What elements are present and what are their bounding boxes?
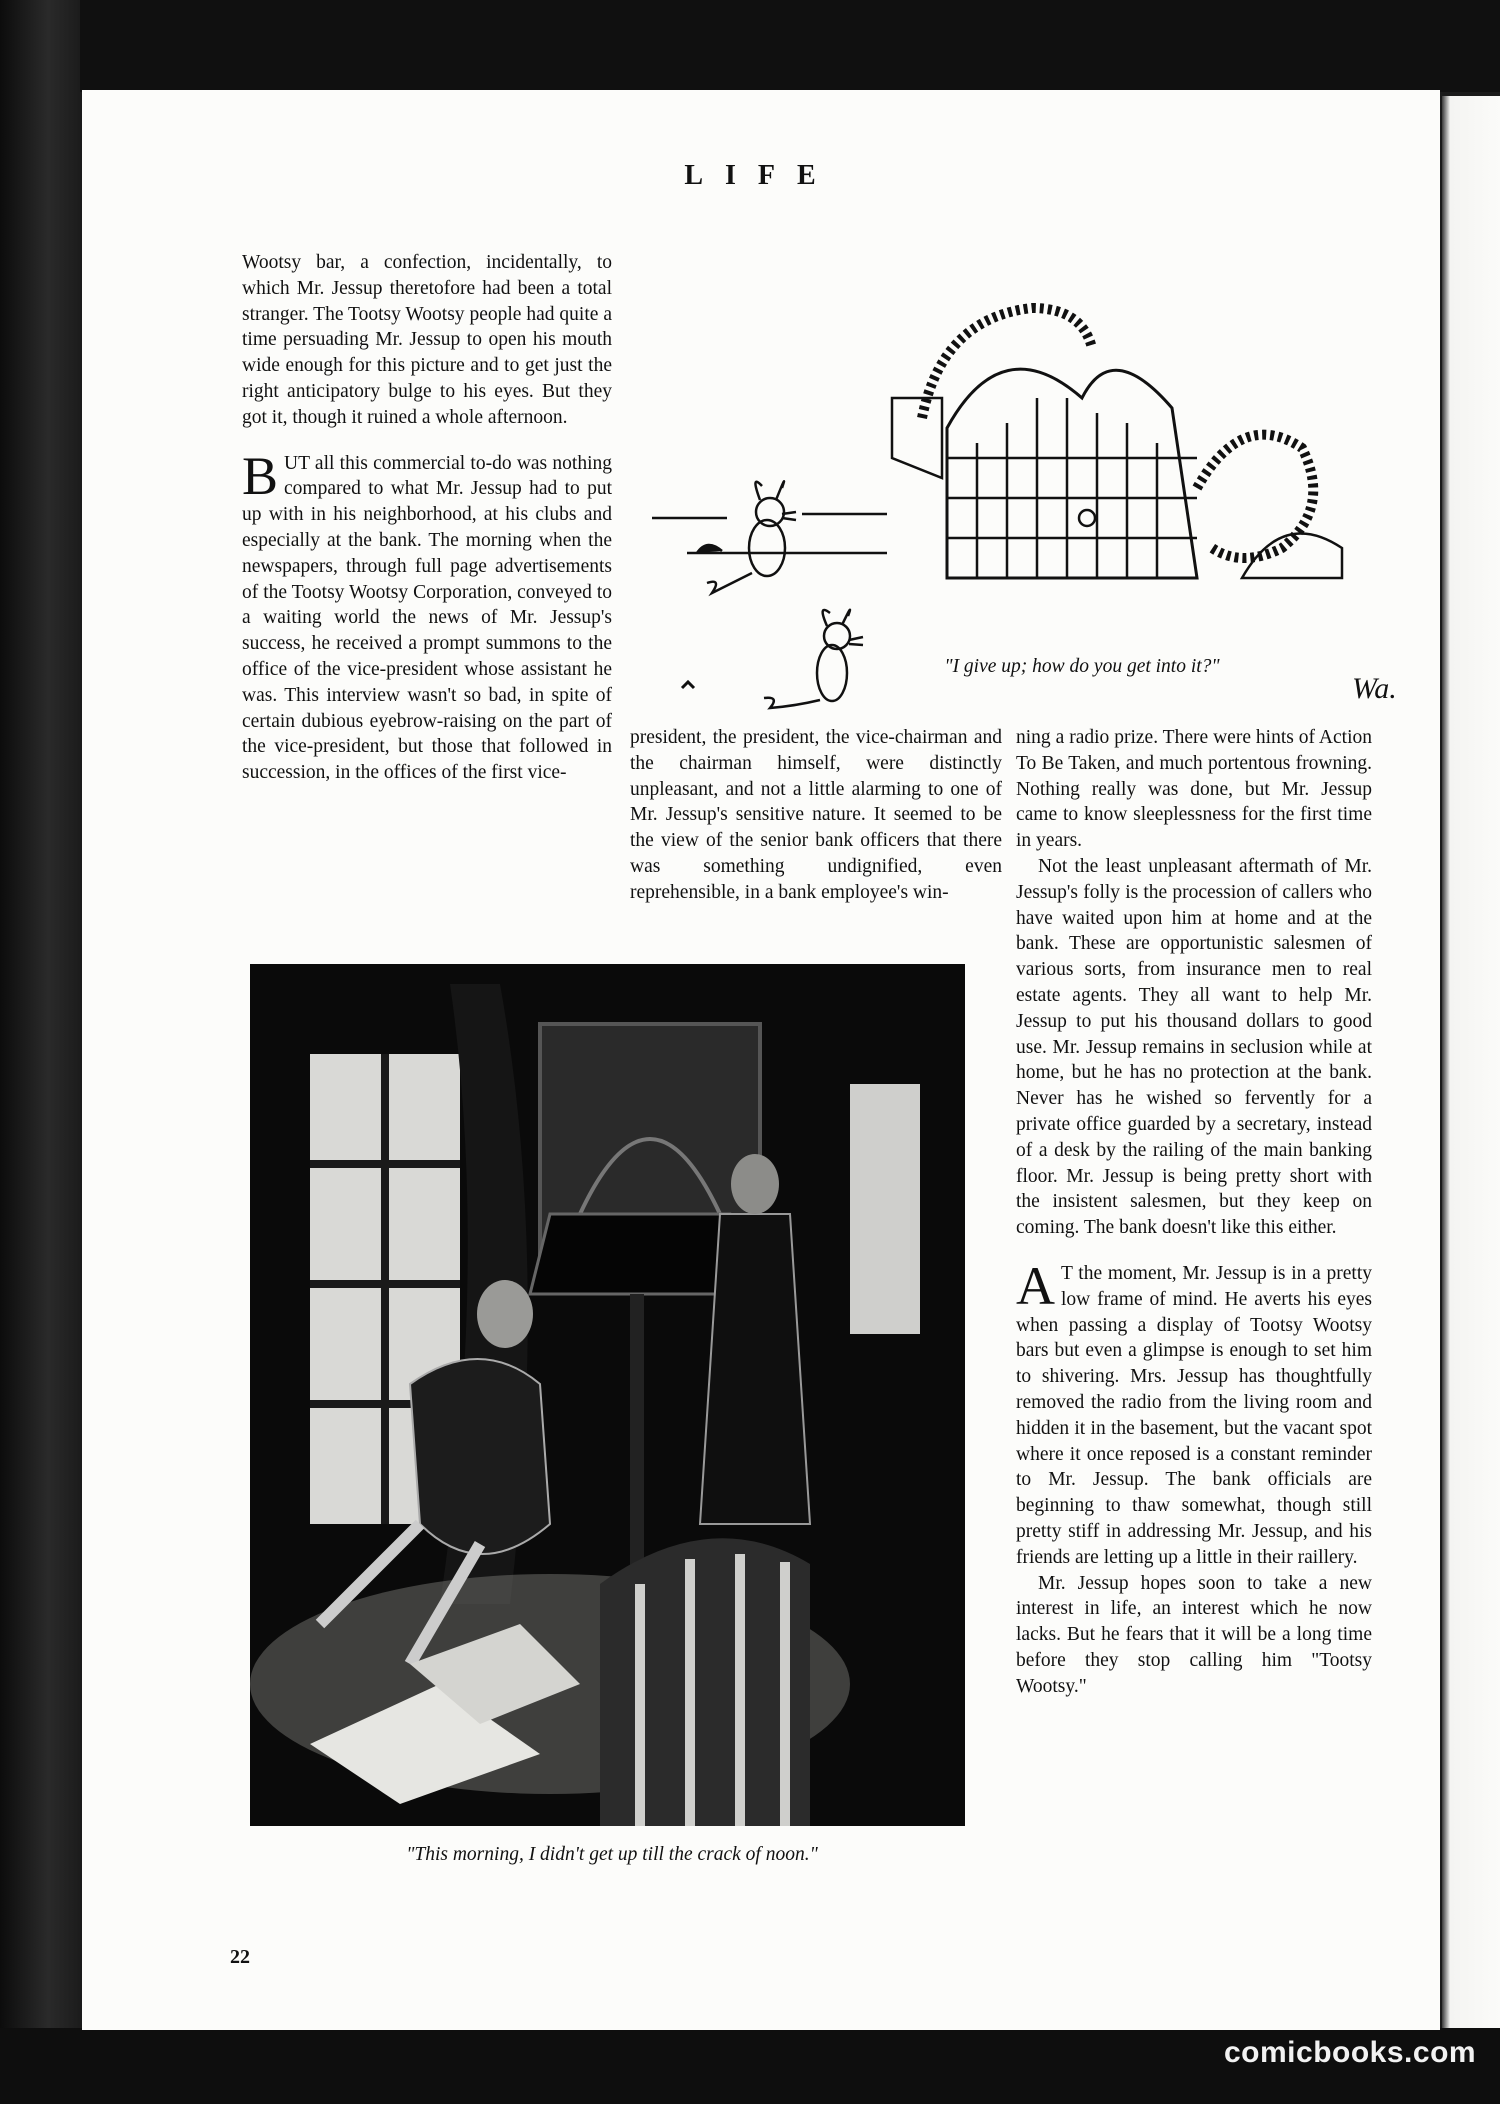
striped-armchair [600, 1538, 810, 1826]
left-column-top [242, 250, 612, 786]
paragraph-text: T the moment, Mr. Jessup is in a pretty low frame of mind. He averts his eyes when passing a display of Tootsy Wootsy bars but even a glimpse is enough to set him to shivering. Mrs. Jessup has thoughtfully removed the radio from the living room and hidden it in the basement, but the vacant spot where it once reposed is a constant reminder to Mr. Jessup. The bank officials are beginning to thaw somewhat, though still pretty stiff in addressing Mr. Jessup, and his friends are letting up a little in their raillery. [1016, 1262, 1372, 1568]
scan-border-top [0, 0, 1500, 92]
paragraph: Wootsy bar, a confection, incidentally, to which Mr. Jessup theretofore had been a total stranger. The Tootsy Wootsy people had quite a time persuading Mr. Jessup to open his mouth wide enough for this picture and to get just the right anticipatory bulge to his eyes. But they got it, though it ruined a whole afternoon. [242, 252, 612, 428]
living-room-illustration [250, 964, 965, 1826]
right-column [1016, 725, 1372, 1699]
spout-box [892, 398, 942, 478]
mouse-1 [707, 481, 796, 593]
top-cartoon-caption: "I give up; how do you get into it?" [944, 656, 1220, 677]
right-window [850, 1084, 920, 1334]
paragraph [1016, 1255, 1372, 1571]
drop-cap: A [1016, 1255, 1055, 1316]
illustration-drawing [250, 964, 965, 1826]
artist-signature: Wa. [1352, 672, 1397, 705]
bird [1079, 510, 1095, 526]
watermark: comicbooks.com [1224, 2036, 1477, 2069]
paragraph: Mr. Jessup hopes soon to take a new interest in life, an interest which he now lacks. But he fears that it will be a long time before they stop calling him "Tootsy Wootsy." [1016, 1572, 1372, 1697]
paragraph [242, 445, 612, 786]
butler [700, 1214, 810, 1524]
paragraph: ning a radio prize. There were hints of Action To Be Taken, and much portentous frowning. Nothing really was done, but Mr. Jessup came to know sleeplessness for the first time in years. [1016, 727, 1372, 852]
small-cage [1242, 533, 1342, 578]
butler-head [731, 1154, 779, 1214]
man-head [477, 1280, 533, 1348]
magazine-page [82, 90, 1440, 2030]
page-number: 22 [230, 1946, 250, 1968]
drop-cap: B [242, 445, 279, 506]
illustration-caption: "This morning, I didn't get up till the crack of noon." [406, 1844, 818, 1865]
running-title: LIFE [684, 160, 838, 191]
scan-border-left [0, 0, 80, 2104]
birdcage [892, 308, 1342, 578]
adjacent-page-edge [1442, 96, 1500, 2028]
reclining-man [410, 1359, 550, 1554]
paragraph: president, the president, the vice-chairman and the chairman himself, were distinctly unpleasant, and not a little alarming to one of Mr. Jessup's sensitive nature. It seemed to be the view of the senior bank officers that there was something undignified, even reprehensible, in a bank employee's win- [630, 727, 1002, 903]
middle-column [630, 725, 1002, 906]
handle-hose [1197, 435, 1313, 558]
paragraph-text: UT all this commercial to-do was nothing compared to what Mr. Jessup had to put up with in his neighborhood, at his clubs and especially at the bank. The morning when the newspapers, through full page advertisements of the Tootsy Wootsy Corporation, conveyed to a waiting world the news of Mr. Jessup's success, he received a prompt summons to the office of the vice-president whose assistant he was. This interview wasn't so bad, in spite of certain dubious eyebrow-raising on the part of the vice-president, but those that followed in succession, in the offices of the first vice- [242, 452, 612, 784]
paragraph: Not the least unpleasant aftermath of Mr. Jessup's folly is the procession of callers who have waited upon him at home and at the bank. These are opportunistic salesmen of various sorts, from insurance men to real estate agents. They all want to help Mr. Jessup to put his thousand dollars to good use. Mr. Jessup remains in seclusion while at home, but he has no protection at the bank. Never has he wished so fervently for a private office guarded by a secretary, instead of a desk by the railing of the main banking floor. Mr. Jessup is being pretty short with the insistent salesmen, but they keep on coming. The bank doesn't like this either. [1016, 855, 1372, 1239]
scribble [682, 682, 694, 688]
